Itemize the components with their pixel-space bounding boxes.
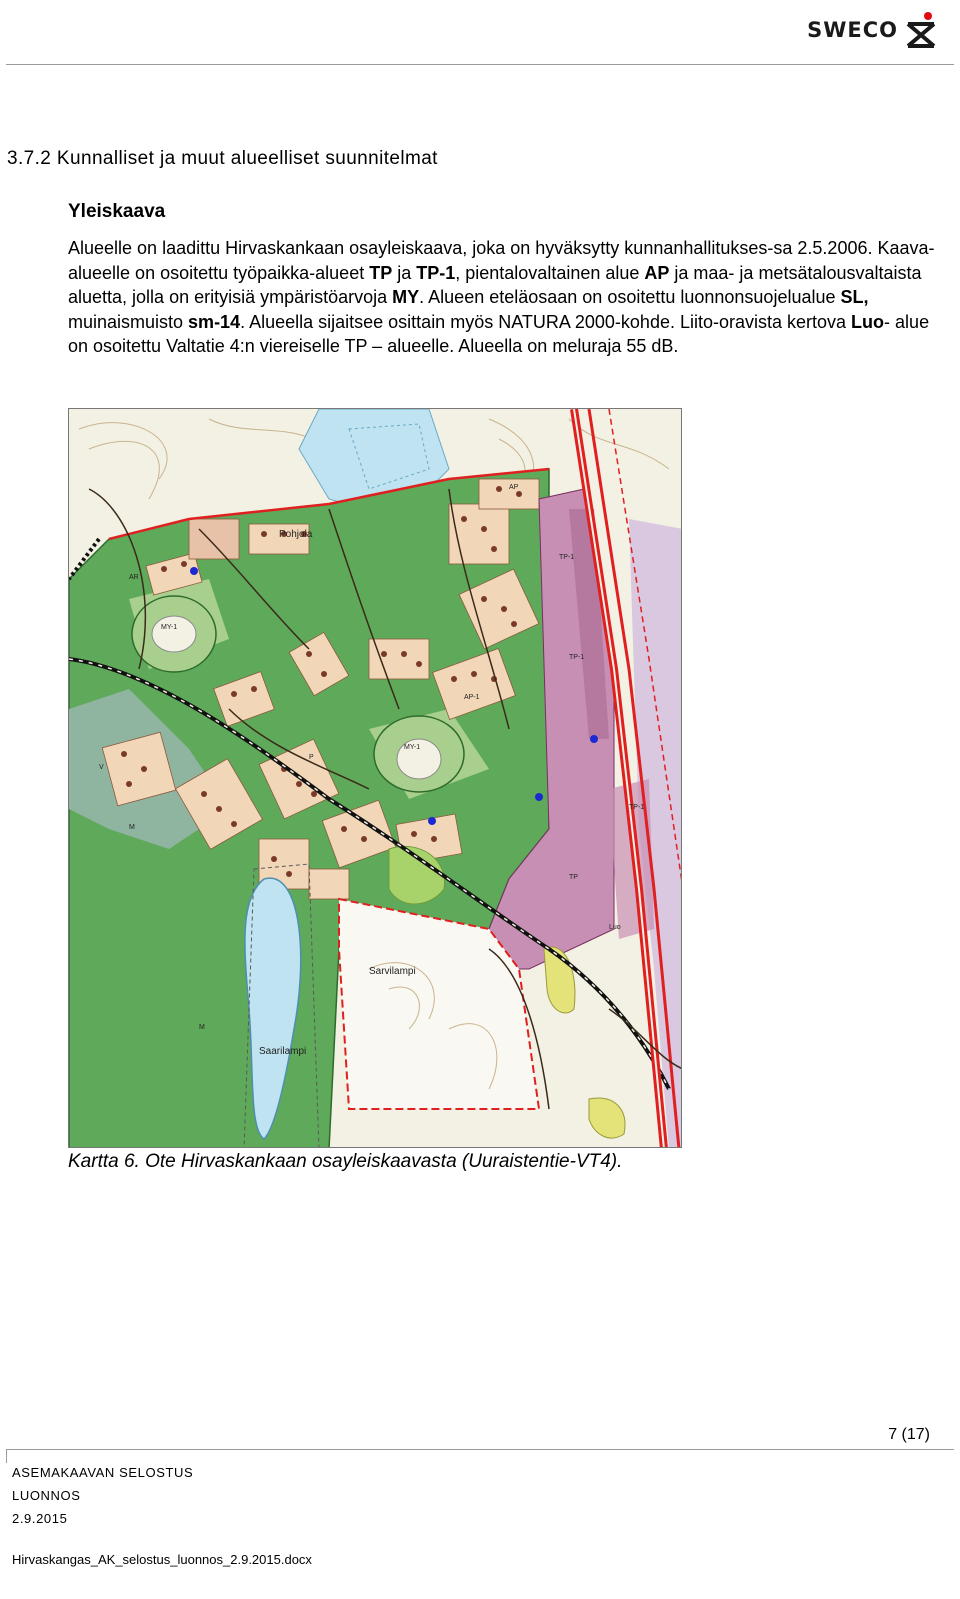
zone-code-bold: MY — [392, 287, 420, 307]
paragraph-run: Alueelle on laadittu Hirvaskankaan osayleiskaava, joka on hyväksytty kunnanhallitukses-sa 2.5.2006. Kaava-alueelle on osoitettu työpaikka-alueet — [68, 238, 935, 283]
map-zone-code: V — [99, 764, 104, 771]
map-label-saarilampi: Saarilampi — [259, 1046, 307, 1057]
header-divider — [6, 64, 954, 65]
zone-code-bold: Luo — [851, 311, 885, 332]
map-zone-code: MY-1 — [161, 624, 178, 631]
section-heading: 3.7.2 Kunnalliset ja muut alueelliset suunnitelmat — [7, 148, 438, 169]
master-plan-map — [68, 408, 682, 1148]
map-zone-code: AR — [129, 574, 139, 581]
map-zone-code: TP — [569, 874, 578, 881]
zone-code-bold: TP — [369, 262, 393, 283]
body-paragraph — [68, 236, 948, 359]
map-zone-code: AP — [509, 484, 519, 491]
subsection-heading: Yleiskaava — [68, 201, 166, 222]
paragraph-run: , pientalovaltainen alue — [455, 262, 645, 283]
zone-code-bold: SL, — [840, 287, 869, 307]
map-label-pohjola: Pohjola — [279, 529, 313, 540]
map-zone-code: P — [309, 754, 314, 761]
map-zone-code: MY-1 — [404, 744, 421, 751]
map-zone-code: TP-1 — [559, 554, 575, 561]
paragraph-run: - alue on osoitettu Valtatie 4:n viereiselle TP – alueelle. Alueella on meluraja 55 dB. — [68, 311, 930, 356]
map-label-sarvilampi: Sarvilampi — [369, 966, 416, 977]
map-zone-code: TP-1 — [629, 804, 645, 811]
zone-code-bold: sm-14 — [188, 311, 241, 332]
footer-status: LUONNOS — [12, 1488, 81, 1503]
paragraph-run: ja maa- ja metsätalousvaltaista aluetta, jolla on erityisiä ympäristöarvoja — [68, 262, 922, 307]
map-zone-code: TP-1 — [569, 654, 585, 661]
page-number: 7 (17) — [888, 1426, 930, 1443]
map-zone-code: AP-1 — [464, 694, 480, 701]
paragraph-run: . Alueella sijaitsee osittain myös NATURA 2000-kohde. Liito-oravista kertova — [240, 311, 852, 332]
logo-text: SWECO — [807, 18, 898, 42]
map-graphic — [69, 409, 682, 1148]
footer-filename: Hirvaskangas_AK_selostus_luonnos_2.9.2015.docx — [12, 1552, 312, 1567]
zone-code-bold: TP-1 — [416, 262, 456, 283]
zone-code-bold: AP — [644, 262, 670, 283]
footer-divider — [6, 1449, 954, 1450]
paragraph-run: muinaismuisto — [68, 311, 189, 332]
map-zone-code: M — [199, 1024, 205, 1031]
map-caption: Kartta 6. Ote Hirvaskankaan osayleiskaavasta (Uuraistentie-VT4). — [68, 1151, 623, 1172]
map-zone-code: M — [129, 824, 135, 831]
footer-divider-tick — [6, 1449, 7, 1463]
company-logo — [807, 10, 938, 50]
paragraph-run: . Alueen eteläosaan on osoitettu luonnonsuojelualue — [419, 287, 841, 307]
sweco-mark-icon — [904, 10, 938, 50]
footer-document-type: ASEMAKAAVAN SELOSTUS — [12, 1465, 194, 1480]
map-zone-code: Luo — [609, 924, 621, 931]
footer-date: 2.9.2015 — [12, 1511, 68, 1526]
paragraph-run: ja — [392, 262, 417, 283]
